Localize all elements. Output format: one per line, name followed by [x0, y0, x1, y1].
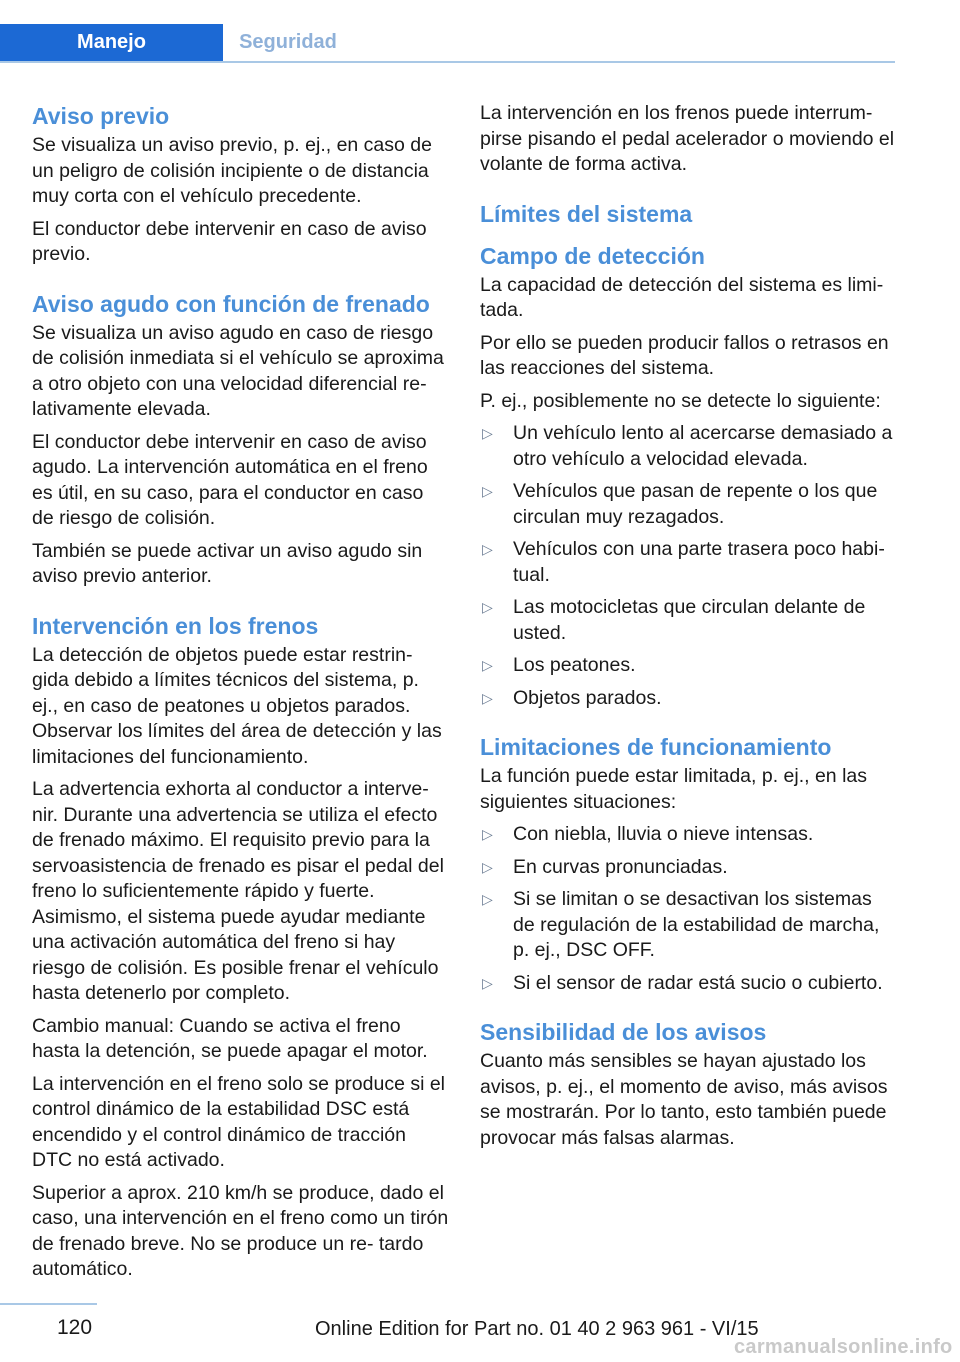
list-item: ▷ Las motocicletas que circulan delante de usted. — [482, 596, 866, 644]
list-item: ▷ Si se limitan o se desactivan los sistemas de regulación de la estabilidad de marcha, p. ej., DSC OFF. — [482, 888, 880, 961]
edition-footer: Online Edition for Part no. 01 40 2 963 961 - VI/15 — [315, 1318, 759, 1340]
heading-limites-sistema: Límites del sistema — [480, 200, 693, 227]
triangle-bullet-icon: ▷ — [482, 826, 493, 842]
triangle-bullet-icon: ▷ — [482, 599, 493, 615]
triangle-bullet-icon: ▷ — [482, 689, 493, 706]
list-item: ▷ Vehículos con una parte trasera poco habi‐ tual. — [482, 538, 885, 586]
triangle-bullet-icon: ▷ — [482, 541, 493, 557]
right-column — [480, 101, 898, 1158]
list-item: ▷ Un vehículo lento al acercarse demasiado a otro vehículo a velocidad elevada. — [482, 422, 893, 470]
paragraph: Cuanto más sensibles se hayan ajustado los avisos, p. ej., el momento de aviso, más avisos se mostrarán. Por lo tanto, esto también puede provocar más falsas alarmas. — [480, 1050, 888, 1149]
list-item: ▷ Vehículos que pasan de repente o los que circulan muy rezagados. — [482, 480, 878, 528]
heading-aviso-previo: Aviso previo — [32, 103, 170, 129]
paragraph: La intervención en el freno solo se produce si el control dinámico de la estabilidad DSC está encendido y el control dinámico de tracción DTC no está activado. — [32, 1072, 446, 1171]
paragraph: Superior a aprox. 210 km/h se produce, dado el caso, una intervención en el freno como un tirón de frenado breve. No se produce un re‐ tardo automático. — [32, 1181, 449, 1280]
paragraph: La intervención en los frenos puede interrum‐ pirse pisando el pedal acelerador o moviendo el volante de forma activa. — [480, 102, 895, 175]
paragraph: Por ello se pueden producir fallos o retrasos en las reacciones del sistema. — [480, 331, 889, 379]
paragraph: La advertencia exhorta al conductor a interve‐ nir. Durante una advertencia se utiliza el efecto de frenado máximo. El requisito previo para la servoasistencia de frenado es pisar el pedal del freno lo suficientemente rápido y fuerte. Asimismo, el sistema puede ayudar mediante una activación automática del freno si hay riesgo de colisión. Es posible frenar el vehículo hasta detenerlo por completo. — [32, 778, 444, 1004]
bullet-list-limitaciones — [480, 822, 898, 996]
page-number: 120 — [57, 1316, 93, 1339]
triangle-bullet-icon: ▷ — [482, 657, 493, 673]
paragraph: El conductor debe intervenir en caso de aviso previo. — [32, 217, 427, 265]
list-item: ▷ Si el sensor de radar está sucio o cubierto. — [480, 971, 898, 997]
paragraph: Cambio manual: Cuando se activa el freno hasta la detención, se puede apagar el motor. — [32, 1014, 428, 1062]
paragraph: P. ej., posiblemente no se detecte lo siguiente: — [480, 389, 881, 412]
paragraph: También se puede activar un aviso agudo sin aviso previo anterior. — [32, 539, 423, 587]
watermark: carmanualsonline.info — [734, 1336, 953, 1358]
list-item: ▷ Con niebla, lluvia o nieve intensas. — [480, 822, 898, 848]
paragraph: La capacidad de detección del sistema es limi‐ tada. — [480, 273, 884, 321]
header-tab-bar — [0, 24, 895, 63]
list-item: ▷ Los peatones. — [480, 653, 898, 679]
triangle-bullet-icon: ▷ — [482, 425, 493, 441]
bullet-list-deteccion — [480, 421, 898, 711]
list-item: ▷ Objetos parados. — [480, 686, 898, 712]
heading-intervencion-frenos: Intervención en los frenos — [32, 612, 319, 639]
tab-manejo[interactable]: Manejo — [0, 24, 223, 61]
triangle-bullet-icon: ▷ — [482, 891, 493, 907]
left-column — [32, 101, 450, 1290]
heading-aviso-agudo: Aviso agudo con función de frenado — [32, 290, 430, 317]
triangle-bullet-icon: ▷ — [482, 483, 493, 499]
tab-seguridad[interactable]: Seguridad — [239, 31, 337, 53]
paragraph: La detección de objetos puede estar restrin‐ gida debido a límites técnicos del sistema, p. ej., en caso de peatones u objetos parados. Observar los límites del área de detección y las limitaciones del funcionamiento. — [32, 643, 442, 768]
paragraph: La función puede estar limitada, p. ej., en las siguientes situaciones: — [480, 765, 867, 813]
triangle-bullet-icon: ▷ — [482, 858, 493, 875]
heading-limitaciones-funcionamiento: Limitaciones de funcionamiento — [480, 734, 832, 760]
heading-campo-deteccion: Campo de detección — [480, 242, 705, 269]
heading-sensibilidad-avisos: Sensibilidad de los avisos — [480, 1019, 767, 1045]
paragraph: El conductor debe intervenir en caso de aviso agudo. La intervención automática en el freno es útil, en su caso, para el conductor en caso de riesgo de colisión. — [32, 430, 428, 529]
paragraph: Se visualiza un aviso agudo en caso de riesgo de colisión inmediata si el vehículo se aproxima a otro objeto con una velocidad diferencial re‐ lativamente elevada. — [32, 321, 444, 420]
page-number-rule — [0, 1303, 97, 1305]
paragraph: Se visualiza un aviso previo, p. ej., en caso de un peligro de colisión incipiente o de distancia muy corta con el vehículo precedente. — [32, 134, 432, 207]
list-item: ▷ En curvas pronunciadas. — [480, 855, 898, 881]
triangle-bullet-icon: ▷ — [482, 974, 493, 991]
